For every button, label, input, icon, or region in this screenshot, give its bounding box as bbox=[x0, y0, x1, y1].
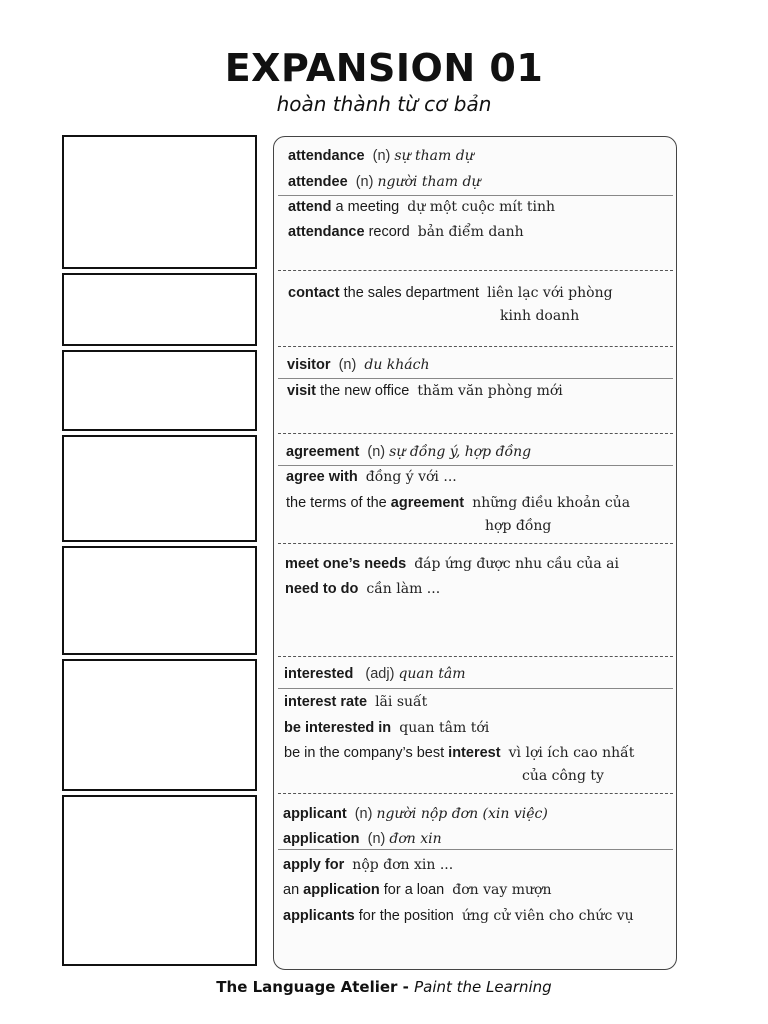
footer-tagline: Paint the Learning bbox=[414, 978, 552, 996]
vocab-entry: the terms of the agreement những điều khoản của bbox=[286, 495, 631, 511]
vocab-entry: need to do cần làm ... bbox=[285, 581, 441, 597]
vocab-entry: be interested in quan tâm tới bbox=[284, 720, 490, 736]
group-divider bbox=[278, 656, 673, 657]
footer-brand: The Language Atelier bbox=[216, 978, 398, 996]
row-divider bbox=[278, 688, 673, 689]
page-title: EXPANSION 01 bbox=[224, 46, 544, 90]
group-divider bbox=[278, 270, 673, 271]
row-divider bbox=[278, 378, 673, 379]
footer-separator: - bbox=[397, 978, 415, 996]
vocab-entry: attendance (n) sự tham dự bbox=[288, 148, 474, 164]
vocab-entry-continuation: kinh doanh bbox=[500, 308, 580, 324]
vocab-entry: interest rate lãi suất bbox=[284, 694, 428, 710]
answer-box-1[interactable] bbox=[62, 135, 257, 269]
vocab-entry: apply for nộp đơn xin ... bbox=[283, 857, 454, 873]
vocab-entry: attendance record bản điểm danh bbox=[288, 224, 524, 240]
vocab-entry: visit the new office thăm văn phòng mới bbox=[287, 383, 563, 399]
vocab-entry: applicant (n) người nộp đơn (xin việc) bbox=[283, 806, 548, 822]
vocab-entry-continuation: hợp đồng bbox=[485, 518, 552, 534]
vocab-entry: interested (adj) quan tâm bbox=[284, 666, 466, 682]
row-divider bbox=[278, 849, 673, 850]
group-divider bbox=[278, 433, 673, 434]
vocab-entry: application (n) đơn xin bbox=[283, 831, 442, 847]
group-divider bbox=[278, 543, 673, 544]
vocab-entry: an application for a loan đơn vay mượn bbox=[283, 882, 552, 898]
group-divider bbox=[278, 346, 673, 347]
group-divider bbox=[278, 793, 673, 794]
vocab-entry: attendee (n) người tham dự bbox=[288, 174, 481, 190]
answer-box-2[interactable] bbox=[62, 273, 257, 346]
answer-box-6[interactable] bbox=[62, 659, 257, 791]
row-divider bbox=[278, 465, 673, 466]
vocab-entry: agreement (n) sự đồng ý, hợp đồng bbox=[286, 444, 532, 460]
answer-box-4[interactable] bbox=[62, 435, 257, 542]
vocab-entry: contact the sales department liên lạc với phòng bbox=[288, 285, 613, 301]
footer bbox=[0, 978, 768, 996]
page-subtitle: hoàn thành từ cơ bản bbox=[276, 92, 492, 116]
vocab-entry-continuation: của công ty bbox=[522, 768, 604, 784]
vocab-entry: meet one’s needs đáp ứng được nhu cầu của ai bbox=[285, 556, 619, 572]
vocab-entry: be in the company’s best interest vì lợi ích cao nhất bbox=[284, 745, 635, 761]
vocab-entry: agree with đồng ý với ... bbox=[286, 469, 457, 485]
answer-box-7[interactable] bbox=[62, 795, 257, 966]
row-divider bbox=[278, 195, 673, 196]
vocab-entry: attend a meeting dự một cuộc mít tinh bbox=[288, 199, 556, 215]
vocab-entry: applicants for the position ứng cử viên cho chức vụ bbox=[283, 908, 634, 924]
answer-box-3[interactable] bbox=[62, 350, 257, 431]
vocab-entry: visitor (n) du khách bbox=[287, 357, 430, 373]
answer-box-5[interactable] bbox=[62, 546, 257, 655]
